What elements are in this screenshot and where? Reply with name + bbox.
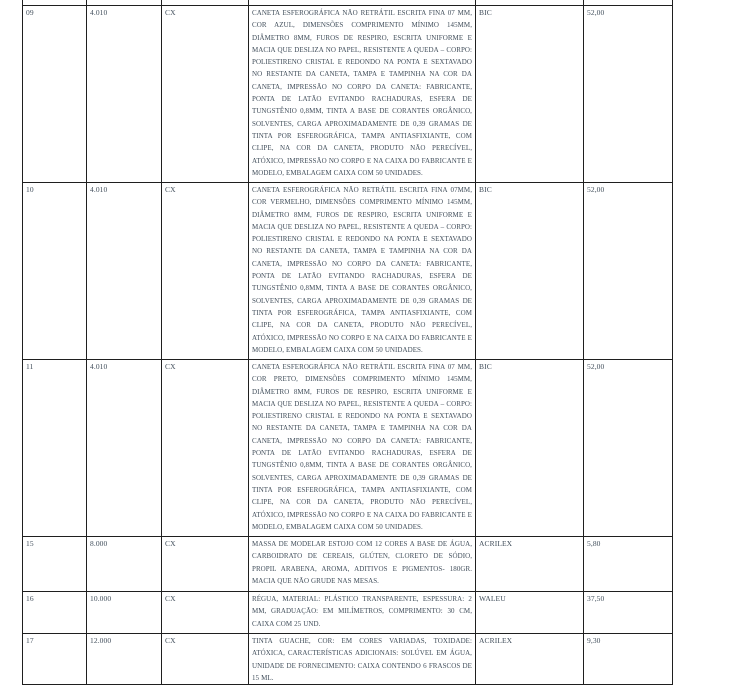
cell-description: CANETA ESFEROGRÁFICA NÃO RETRÁTIL ESCRITA FINA 07 MM, COR PRETO, DIMENSÕES COMPRIMENTO MÍNIMO 145MM, DIÂMETRO 8MM, FUROS DE RESPIRO, ESCRITA UNIFORME E MACIA QUE DESLIZA NO PAPEL, RESISTENTE A QUEDA – CORPO: POLIESTIRENO CRISTAL E REDONDO NA PONTA E SEXTAVADO NO RESTANTE DA CANETA, TAMPA E TAMPINHA NA COR DA CANETA, IMPRESSÃO NO CORPO DA CANETA: FABRICANTE, PONTA DE LATÃO EVITANDO RACHADURAS, ESFERA DE TUNGSTÊNIO 0,8MM, TINTA A BASE DE CORANTES ORGÂNICO, SOLVENTES, CARGA APROXIMADAMENTE DE 0,39 GRAMAS DE TINTA POR ESFEROGRÁFICA, TAMPA ANTIASFIXIANTE, COM CLIPE, NA COR DA CANETA, PRODUTO NÃO PERECÍVEL, ATÓXICO, IMPRESSÃO NO CORPO E NA CAIXA DO FABRICANTE E MODELO, EMBALAGEM CAIXA COM 50 UNIDADES. bbox=[249, 360, 476, 537]
table-row bbox=[23, 634, 673, 685]
cell-unit: CX bbox=[162, 6, 249, 183]
table-row bbox=[23, 360, 673, 537]
cell-price: 5,80 bbox=[584, 537, 673, 592]
cell-brand: BIC bbox=[476, 6, 584, 183]
cell-price: 37,50 bbox=[584, 592, 673, 634]
cell-description: TINTA GUACHE, COR: EM CORES VARIADAS, TOXIDADE: ATÓXICA, CARACTERÍSTICAS ADICIONAIS: SOLÚVEL EM ÁGUA, UNIDADE DE FORNECIMENTO: CAIXA CONTENDO 6 FRASCOS DE 15 ML. bbox=[249, 634, 476, 685]
cell-quantity: 8.000 bbox=[87, 537, 162, 592]
cell-price: 52,00 bbox=[584, 6, 673, 183]
cell-item: 15 bbox=[23, 537, 87, 592]
table-row bbox=[23, 6, 673, 183]
table-row bbox=[23, 537, 673, 592]
cell-unit: CX bbox=[162, 537, 249, 592]
table-row bbox=[23, 592, 673, 634]
cell-price: 52,00 bbox=[584, 360, 673, 537]
cell-price: 52,00 bbox=[584, 183, 673, 360]
cell-item: 11 bbox=[23, 360, 87, 537]
cell-unit: CX bbox=[162, 360, 249, 537]
cell-quantity: 12.000 bbox=[87, 634, 162, 685]
cell-brand: WALEU bbox=[476, 592, 584, 634]
cell-description: MASSA DE MODELAR ESTOJO COM 12 CORES A BASE DE ÁGUA, CARBOIDRATO DE CEREAIS, GLÚTEN, CLORETO DE SÓDIO, PROPIL ARABENA, AROMA, ADITIVOS E PIGMENTOS- 180GR. MACIA QUE NÃO GRUDE NAS MESAS. bbox=[249, 537, 476, 592]
cell-item: 09 bbox=[23, 6, 87, 183]
cell-item: 16 bbox=[23, 592, 87, 634]
cell-item: 17 bbox=[23, 634, 87, 685]
cell-description: CANETA ESFEROGRÁFICA NÃO RETRÁTIL ESCRITA FINA 07MM, COR VERMELHO, DIMENSÕES COMPRIMENTO MÍNIMO 145MM, DIÂMETRO 8MM, FUROS DE RESPIRO, ESCRITA UNIFORME E MACIA QUE DESLIZA NO PAPEL, RESISTENTE A QUEDA – CORPO: POLIESTIRENO CRISTAL E REDONDO NA PONTA E SEXTAVADO NO RESTANTE DA CANETA, TAMPA E TAMPINHA NA COR DA CANETA, IMPRESSÃO NO CORPO DA CANETA: FABRICANTE, PONTA DE LATÃO EVITANDO RACHADURAS, ESFERA DE TUNGSTÊNIO 0,8MM, TINTA A BASE DE CORANTES ORGÂNICO, SOLVENTES, CARGA APROXIMADAMENTE DE 0,39 GRAMAS DE TINTA POR ESFEROGRÁFICA, TAMPA ANTIASFIXIANTE, COM CLIPE, NA COR DA CANETA, PRODUTO NÃO PERECÍVEL, ATÓXICO, IMPRESSÃO NO CORPO E NA CAIXA DO FABRICANTE E MODELO, EMBALAGEM CAIXA COM 50 UNIDADES. bbox=[249, 183, 476, 360]
cell-description: CANETA ESFEROGRÁFICA NÃO RETRÁTIL ESCRITA FINA 07 MM, COR AZUL, DIMENSÕES COMPRIMENTO MÍNIMO 145MM, DIÂMETRO 8MM, FUROS DE RESPIRO, ESCRITA UNIFORME E MACIA QUE DESLIZA NO PAPEL, RESISTENTE A QUEDA – CORPO: POLIESTIRENO CRISTAL E REDONDO NA PONTA E SEXTAVADO NO RESTANTE DA CANETA, TAMPA E TAMPINHA NA COR DA CANETA, IMPRESSÃO NO CORPO DA CANETA: FABRICANTE, PONTA DE LATÃO EVITANDO RACHADURAS, ESFERA DE TUNGSTÊNIO 0,8MM, TINTA A BASE DE CORANTES ORGÂNICO, SOLVENTES, CARGA APROXIMADAMENTE DE 0,39 GRAMAS DE TINTA POR ESFEROGRÁFICA, TAMPA ANTIASFIXIANTE, COM CLIPE, NA COR DA CANETA, PRODUTO NÃO PERECÍVEL, ATÓXICO, IMPRESSÃO NO CORPO E NA CAIXA DO FABRICANTE E MODELO, EMBALAGEM CAIXA COM 50 UNIDADES. bbox=[249, 6, 476, 183]
cell-quantity: 4.010 bbox=[87, 6, 162, 183]
cell-unit: CX bbox=[162, 634, 249, 685]
cell-unit: CX bbox=[162, 592, 249, 634]
cell-quantity: 10.000 bbox=[87, 592, 162, 634]
cell-brand: BIC bbox=[476, 360, 584, 537]
items-table bbox=[22, 0, 673, 685]
cell-brand: ACRILEX bbox=[476, 634, 584, 685]
table-row bbox=[23, 183, 673, 360]
cell-quantity: 4.010 bbox=[87, 183, 162, 360]
cell-brand: ACRILEX bbox=[476, 537, 584, 592]
cell-item: 10 bbox=[23, 183, 87, 360]
cell-description: RÉGUA, MATERIAL: PLÁSTICO TRANSPARENTE, ESPESSURA: 2 MM, GRADUAÇÃO: EM MILÍMETROS, COMPRIMENTO: 30 CM, CAIXA COM 25 UND. bbox=[249, 592, 476, 634]
cell-price: 9,30 bbox=[584, 634, 673, 685]
cell-unit: CX bbox=[162, 183, 249, 360]
cell-brand: BIC bbox=[476, 183, 584, 360]
cell-quantity: 4.010 bbox=[87, 360, 162, 537]
